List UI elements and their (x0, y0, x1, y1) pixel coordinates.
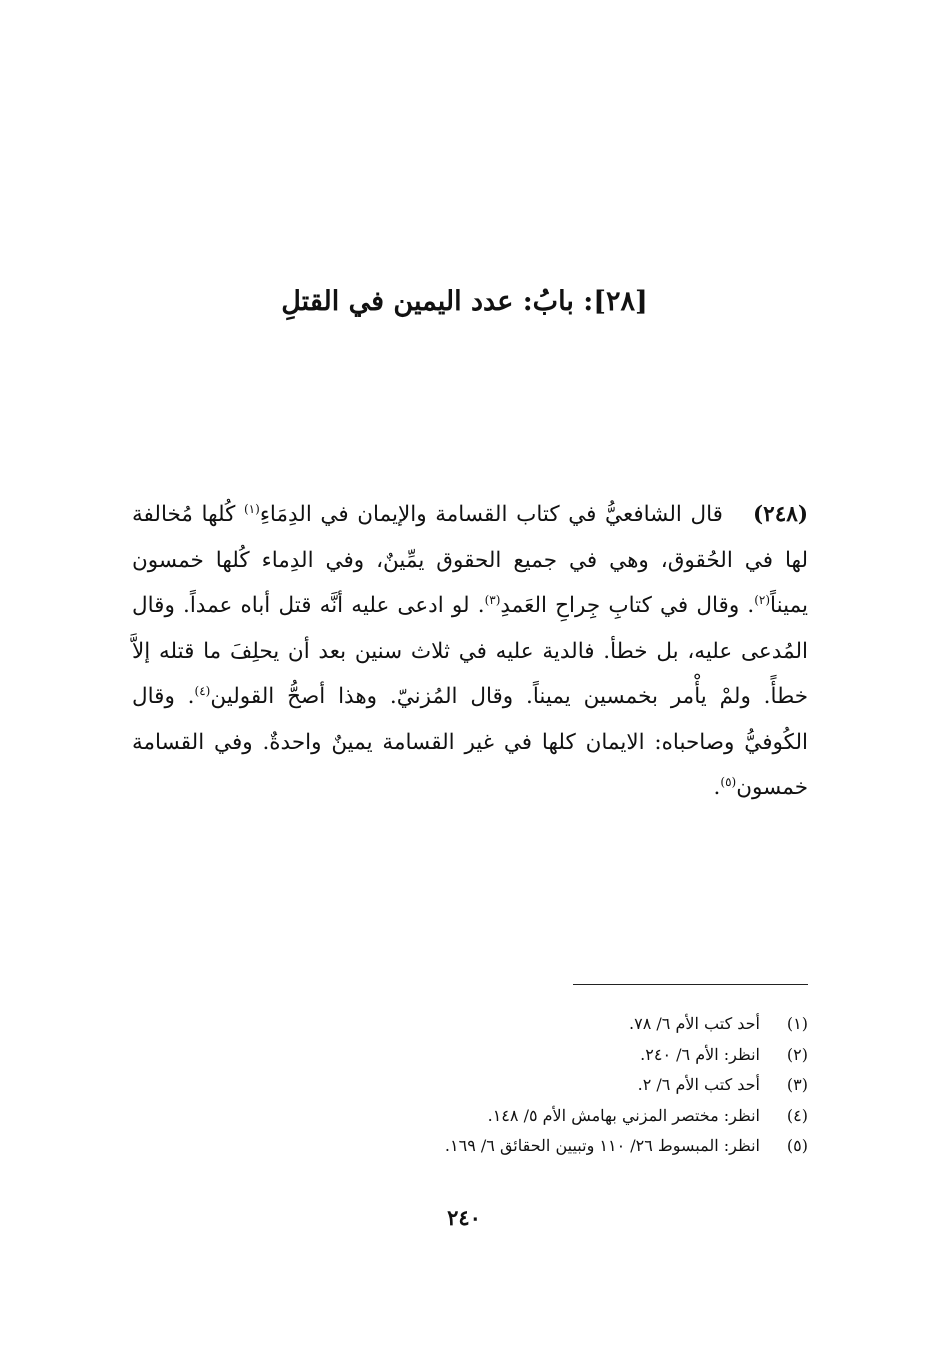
entry-text-6: . (713, 775, 721, 800)
footnote-number: (٥) (786, 1136, 808, 1155)
footnote-number: (٣) (786, 1075, 808, 1094)
footnote-number: (٤) (786, 1105, 808, 1125)
footnote-text: أحد كتب الأم ٦/ ٧٨. (629, 1014, 760, 1033)
entry-text-4: . لو ادعى عليه أنَّه قتل أباه عمداً. وقال المُدعى عليه، بل خطأ. فالدية عليه في ثلاث سنين بعد أن يحلِفَ ما قتله إلاَّ خطأً. ولمْ يأْمر بخمسين يميناً. وقال المُزنيّ. وهذا أصحُّ القولين (132, 593, 808, 709)
footnote-text: انظر: المبسوط ٢٦/ ١١٠ وتبيين الحقائق ٦/ ١٦٩. (444, 1136, 760, 1155)
footnote-number: (٢) (786, 1044, 808, 1064)
footnote-item (300, 1101, 808, 1132)
page-number: ٢٤٠ (447, 1205, 481, 1230)
chapter-title: [٢٨]: بابُ: عدد اليمين في القتلِ (281, 286, 648, 317)
entry-number: (٢٤٨) (752, 502, 808, 527)
footnote-ref-3[interactable]: (٣) (484, 592, 501, 607)
footnote-item (300, 1131, 808, 1162)
footnote-ref-4[interactable]: (٤) (194, 683, 211, 698)
entry-paragraph (132, 492, 808, 811)
footnote-ref-1[interactable]: (١) (243, 501, 260, 516)
entry-text-1: قال الشافعيُّ في كتاب القسامة والإيمان في الدِمَاءِ (259, 502, 723, 527)
entry-text-3: . وقال في كتابِ جِراحِ العَمدِ (500, 593, 755, 618)
footnote-number: (١) (786, 1014, 808, 1033)
footnote-text: أحد كتب الأم ٦/ ٢. (637, 1075, 760, 1094)
footnote-text: انظر: مختصر المزني بهامش الأم ٥/ ١٤٨. (487, 1105, 760, 1125)
footnote-divider (573, 984, 808, 985)
entry-text-5: . وقال الكُوفيُّ وصاحباه: الايمان كلها في غير القسامة يمينٌ واحدةٌ. وفي القسامة خمسون (132, 684, 808, 800)
footnote-item (300, 1040, 808, 1071)
footnote-text: انظر: الأم ٦/ ٢٤٠. (640, 1044, 760, 1064)
footnotes-list (300, 1009, 808, 1162)
footnote-item (300, 1009, 808, 1040)
entry-text-2: كُلها مُخالفة لها في الحُقوق، وهي في جميع الحقوق يمِّينٌ، وفي الدِماء كُلها خمسون يميناً (132, 502, 808, 618)
footnote-ref-5[interactable]: (٥) (720, 774, 737, 789)
footnote-item (300, 1070, 808, 1101)
footnote-ref-2[interactable]: (٢) (754, 592, 771, 607)
